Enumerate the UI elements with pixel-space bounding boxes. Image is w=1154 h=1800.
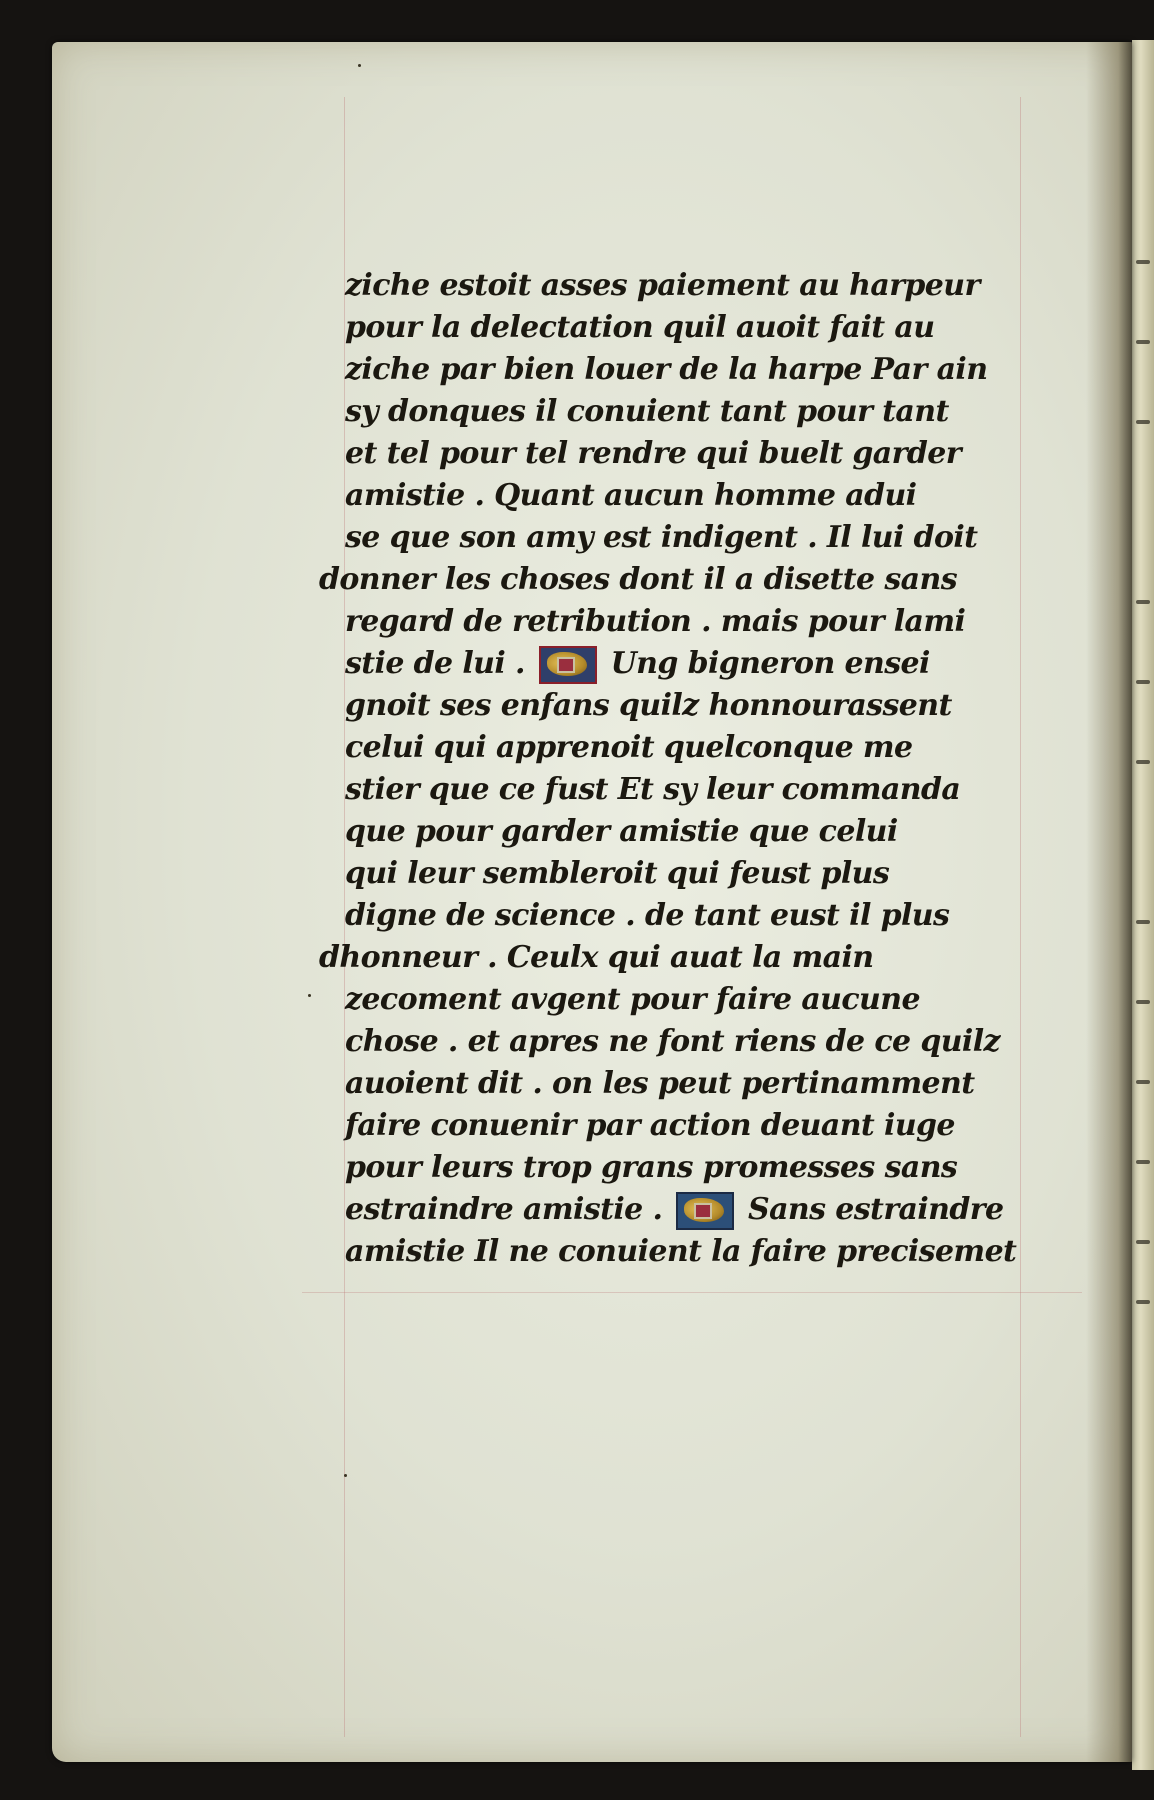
text-line: dhonneur . Ceulx qui auat la main	[319, 940, 874, 975]
decorated-initial-icon	[539, 646, 597, 684]
text-line: chose . et apres ne font riens de ce quilz	[345, 1024, 1000, 1059]
text-line: faire conuenir par action deuant iuge	[345, 1108, 955, 1143]
page-gutter	[1086, 42, 1132, 1762]
text-line: ziche estoit asses paiement au harpeur	[345, 268, 980, 303]
text-block	[319, 265, 1060, 1273]
text-line: stier que ce fust Et sy leur commanda	[345, 772, 961, 807]
decorated-initial-icon	[676, 1192, 734, 1230]
pricking-mark	[358, 64, 361, 67]
text-line: pour leurs trop grans promesses sans	[345, 1150, 958, 1185]
text-line: donner les choses dont il a disette sans	[319, 562, 958, 597]
text-line: celui qui apprenoit quelconque me	[345, 730, 913, 765]
text-segment: stie de lui .	[345, 646, 525, 681]
text-line: qui leur sembleroit qui feust plus	[345, 856, 890, 891]
pricking-mark	[308, 994, 311, 997]
text-segment: Sans estraindre	[748, 1192, 1004, 1227]
text-line: zecoment avgent pour faire aucune	[345, 982, 920, 1017]
text-line: amistie . Quant aucun homme adui	[345, 478, 917, 513]
text-segment: Ung bigneron ensei	[610, 646, 930, 681]
text-line: se que son amy est indigent . Il lui doit	[345, 520, 978, 555]
text-line: auoient dit . on les peut pertinamment	[345, 1066, 975, 1101]
pricking-mark	[344, 1474, 347, 1477]
text-line: regard de retribution . mais pour lami	[345, 604, 966, 639]
text-line-with-initial	[345, 1189, 1060, 1231]
facing-leaf-edge	[1132, 40, 1154, 1770]
text-segment: estraindre amistie .	[345, 1192, 663, 1227]
text-line: ziche par bien louer de la harpe Par ain	[345, 352, 988, 387]
text-line: gnoit ses enfans quilz honnourassent	[345, 688, 952, 723]
text-line: amistie Il ne conuient la faire precisemet	[345, 1234, 1017, 1269]
text-line: sy donques il conuient tant pour tant	[345, 394, 949, 429]
text-line: et tel pour tel rendre qui buelt garder	[345, 436, 961, 471]
text-line: digne de science . de tant eust il plus	[345, 898, 950, 933]
ruling-line	[302, 1292, 1082, 1293]
text-line: pour la delectation quil auoit fait au	[345, 310, 935, 345]
text-line-with-initial	[345, 643, 1060, 685]
text-line: que pour garder amistie que celui	[345, 814, 898, 849]
